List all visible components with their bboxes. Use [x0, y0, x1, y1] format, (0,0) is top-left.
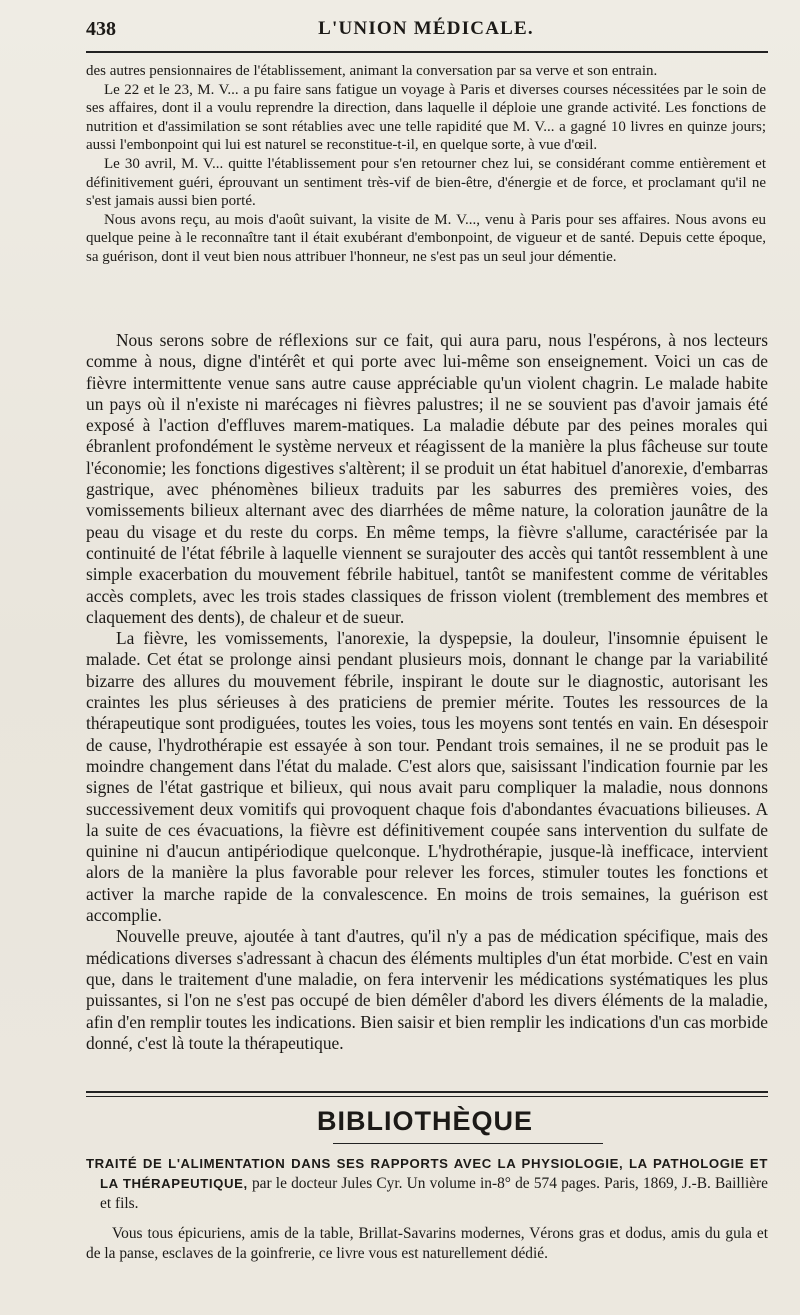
page-header — [86, 14, 766, 44]
page-number: 438 — [86, 18, 116, 40]
section-divider — [86, 1091, 768, 1097]
book-review: Vous tous épicuriens, amis de la table, Brillat-Savarins modernes, Vérons gras et dodus, amis du gula et de la panse, esclaves de la goinfrerie, ce livre vous est naturellement dédié. — [86, 1225, 768, 1262]
book-entry — [86, 1154, 768, 1214]
paragraph: Le 30 avril, M. V... quitte l'établissement pour s'en retourner chez lui, se considérant comme entièrement et définitivement guéri, éprouvant un sentiment très-vif de bien-être, d'énergie et de force, et proclamant qu'il ne s'est jamais aussi bien porté. — [86, 155, 766, 210]
book-title: TRAITÉ DE L'ALIMENTATION DANS SES RAPPORTS AVEC LA PHYSIOLOGIE, LA PATHOLOGIE ET LA THÉRAPEUTIQUE, — [86, 1156, 768, 1191]
commentary-body — [86, 330, 768, 1054]
paragraph: Le 22 et le 23, M. V... a pu faire sans fatigue un voyage à Paris et diverses courses nécessitées par le soin de ses affaires, dont il a voulu reprendre la direction, dans laquelle il déploie une grande activité. Les fonctions de nutrition et d'assimilation se sont rétablies avec une telle rapidité que M. V... a gagné 10 livres en quinze jours; aussi l'embonpoint qui lui est naturel se reconstitue-t-il, en quelque sorte, à vue d'œil. — [86, 81, 766, 154]
bibliotheque-section — [86, 1154, 768, 1264]
paragraph: Nous serons sobre de réflexions sur ce fait, qui aura paru, nous l'espérons, à nos lecteurs comme à nous, digne d'intérêt et qui porte avec lui-même son enseignement. Voici un cas de fièvre intermittente venue sans autre cause appréciable qu'un violent chagrin. Le malade habite un pays où il n'existe ni marécages ni fièvres palustres; il ne se souvient pas d'avoir jamais été exposé à l'action d'effluves marem-matiques. La maladie débute par des peines morales qui ébranlent profondément le système nerveux et réagissent de la manière la plus fâcheuse sur toute l'économie; les fonctions digestives s'altèrent; il se produit un état habituel d'anorexie, d'embarras gastrique, avec phénomènes bilieux traduits par les saburres des premières voies, des vomissements bilieux alternant avec des diarrhées de même nature, la coloration jaunâtre de la peau du visage et du reste du corps. En même temps, la fièvre s'allume, caractérisée par la continuité de l'état fébrile à laquelle viennent se surajouter des accès qui tantôt ressemblent à une simple exacerbation du mouvement fébrile habituel, tantôt se manifestent comme de véritables accès complets, avec les trois stades classiques de frisson violent (tremblement des membres et claquement des dents), de chaleur et de sueur. — [86, 330, 768, 627]
paragraph: La fièvre, les vomissements, l'anorexie, la dyspepsie, la douleur, l'insomnie épuisent le malade. Cet état se prolonge ainsi pendant plusieurs mois, donnant le change par la variabilité bizarre des allures du mouvement fébrile, inspirant le doute sur le diagnostic, autorisant les craintes les plus sérieuses à des praticiens de premier mérite. Toutes les ressources de la thérapeutique sont prodiguées, toutes les voies, tous les moyens sont tentés en vain. En désespoir de cause, l'hydrothérapie est essayée à son tour. Pendant trois semaines, il ne se produit pas le moindre changement dans l'état du malade. C'est alors que, saisissant l'indication fournie par les signes de l'état gastrique et bilieux, qui nous avait paru compliquer la maladie, nous donnons successivement deux vomitifs qui provoquent chaque fois d'abondantes évacuations bilieuses. A la suite de ces évacuations, la fièvre est définitivement coupée sans intervention du sulfate de quinine ni d'aucun antipériodique quelconque. L'hydrothérapie, jusque-là inefficace, intervient alors de la manière la plus favorable pour relever les forces, stimuler toutes les fonctions et activer la marche rapide de la convalescence. En moins de trois semaines, la guérison est accomplie. — [86, 628, 768, 926]
heading-underline — [333, 1143, 603, 1144]
header-rule — [86, 51, 768, 53]
case-report-continuation — [86, 62, 766, 267]
book-publication: par le docteur Jules Cyr. Un volume in-8° de 574 pages. Paris, 1869, J.-B. Baillière et fils. — [100, 1175, 769, 1212]
running-title: L'UNION MÉDICALE. — [318, 18, 534, 39]
bibliotheque-heading: BIBLIOTHÈQUE — [316, 1106, 533, 1136]
paragraph: Nouvelle preuve, ajoutée à tant d'autres, qu'il n'y a pas de médication spécifique, mais des médications diverses s'adressant à chacun des éléments multiples d'un état morbide. C'est en vain que, dans le traitement d'une maladie, on fera intervenir les médications systématiques les plus puissantes, si l'on ne s'est pas occupé de bien démêler d'abord les divers éléments de la maladie, afin d'en remplir toutes les indications. Bien saisir et bien remplir les indications d'un cas morbide donné, c'est là toute la thérapeutique. — [86, 926, 768, 1053]
paragraph: des autres pensionnaires de l'établissement, animant la conversation par sa verve et son entrain. — [86, 63, 658, 79]
paragraph: Nous avons reçu, au mois d'août suivant, la visite de M. V..., venu à Paris pour ses affaires. Nous avons eu quelque peine à le reconnaître tant il était exubérant d'embonpoint, de vigueur et de santé. Depuis cette époque, sa guérison, dont il veut bien nous attribuer l'honneur, ne s'est pas un seul jour démentie. — [86, 211, 766, 265]
